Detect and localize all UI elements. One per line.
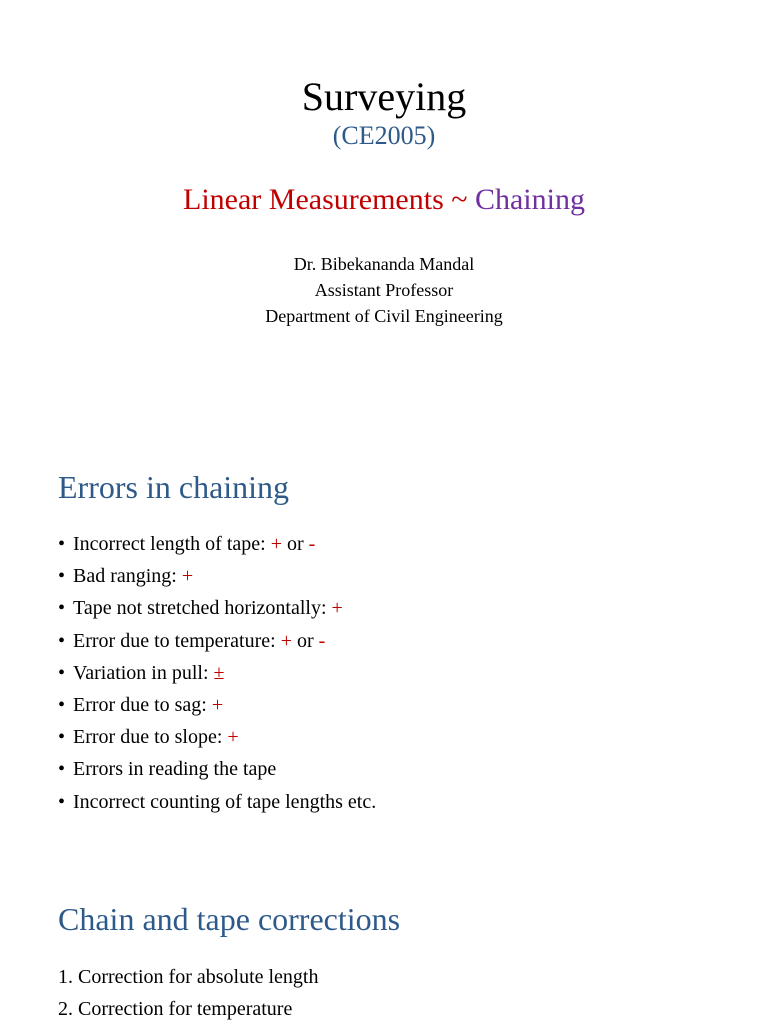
error-list-item	[58, 560, 376, 592]
author-department: Department of Civil Engineering	[265, 306, 503, 326]
error-list-item	[58, 625, 376, 657]
error-sign: +	[227, 726, 239, 749]
error-text: Incorrect length of tape:	[73, 533, 271, 555]
error-text: Tape not stretched horizontally:	[73, 597, 332, 620]
error-sign: +	[211, 693, 224, 716]
bullet-glyph: •	[58, 533, 66, 555]
bullet-glyph: •	[58, 565, 66, 588]
error-list-item	[58, 721, 376, 753]
error-sign: ±	[213, 661, 225, 684]
error-text: Bad ranging:	[73, 565, 182, 588]
error-list-item	[58, 657, 376, 689]
subtitle-part-chaining: Chaining	[474, 183, 585, 216]
error-sign: +	[331, 597, 343, 620]
bullet-glyph: •	[58, 629, 66, 652]
slide-title: Surveying	[301, 74, 467, 119]
correction-list-item: 2. Correction for temperature	[58, 998, 293, 1020]
error-list-item	[58, 689, 376, 721]
error-sign: -	[318, 629, 326, 652]
error-text: Incorrect counting of tape lengths etc.	[73, 790, 377, 813]
corrections-heading: Chain and tape corrections	[58, 901, 401, 937]
correction-list-item: 1. Correction for absolute length	[58, 966, 319, 988]
course-code: (CE2005)	[332, 121, 436, 150]
error-text: Error due to temperature:	[73, 629, 281, 652]
error-sign: +	[181, 565, 194, 588]
bullet-glyph: •	[58, 726, 66, 749]
bullet-glyph: •	[58, 790, 66, 813]
bullet-glyph: •	[58, 661, 66, 684]
error-connector: or	[281, 533, 309, 555]
error-list-item	[58, 786, 376, 818]
corrections-list	[58, 961, 319, 1024]
error-list-item	[58, 753, 376, 785]
errors-heading: Errors in chaining	[58, 469, 290, 505]
subtitle-separator: ~	[443, 183, 475, 216]
author-name: Dr. Bibekananda Mandal	[293, 254, 475, 274]
error-sign: +	[280, 629, 292, 652]
error-text: Error due to sag:	[73, 693, 212, 716]
bullet-glyph: •	[58, 758, 66, 781]
error-sign: +	[270, 533, 282, 555]
bullet-glyph: •	[58, 597, 66, 620]
error-list-item	[58, 592, 376, 624]
error-list-item	[58, 528, 376, 560]
error-text: Error due to slope:	[73, 726, 228, 749]
bullet-glyph: •	[58, 693, 66, 716]
author-position: Assistant Professor	[314, 280, 454, 300]
error-connector: or	[291, 629, 319, 652]
errors-list	[58, 528, 376, 818]
error-text: Errors in reading the tape	[73, 758, 277, 781]
subtitle-part-linear: Linear Measurements	[183, 183, 444, 216]
error-text: Variation in pull:	[73, 661, 214, 684]
error-sign: -	[308, 533, 316, 555]
slide-subtitle	[0, 182, 768, 218]
